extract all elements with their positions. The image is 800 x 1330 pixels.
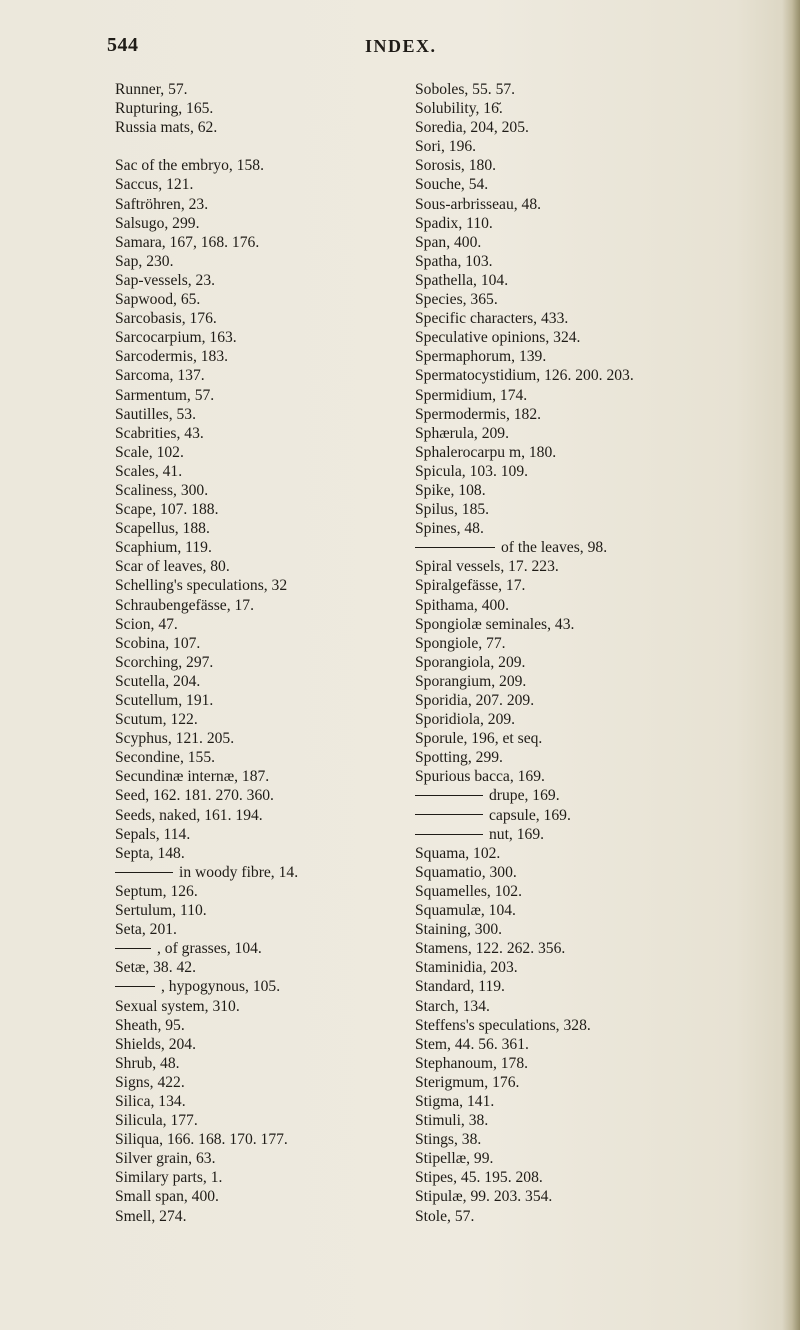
index-entry xyxy=(415,1168,795,1187)
index-entry xyxy=(415,1187,795,1206)
entry-text: Scapellus, 188. xyxy=(115,520,210,538)
entry-text: Species, 365. xyxy=(415,291,498,309)
entry-text: Scaliness, 300. xyxy=(115,481,209,499)
index-entry xyxy=(115,424,415,443)
entry-text: Schelling's speculations, 32 xyxy=(115,577,288,595)
entry-text: Scaphium, 119. xyxy=(115,539,212,557)
index-entry xyxy=(415,1207,795,1226)
ditto-dash xyxy=(115,872,173,873)
index-entry xyxy=(115,214,415,233)
index-entry xyxy=(415,1149,795,1168)
entry-text: Sporangiola, 209. xyxy=(415,653,526,671)
entry-text: Squamulæ, 104. xyxy=(415,902,516,920)
index-entry xyxy=(415,653,795,672)
index-entry xyxy=(115,806,415,825)
entry-text: Sap-vessels, 23. xyxy=(115,271,216,289)
entry-text: Sheath, 95. xyxy=(115,1016,185,1034)
index-entry xyxy=(115,290,415,309)
index-entry xyxy=(415,920,795,939)
index-entry xyxy=(115,366,415,385)
entry-text: Sarmentum, 57. xyxy=(115,386,215,404)
index-entry xyxy=(115,1130,415,1149)
entry-text: Runner, 57. xyxy=(115,81,188,98)
index-entry xyxy=(115,538,415,557)
entry-text: Siliqua, 166. 168. 170. 177. xyxy=(115,1131,288,1149)
entry-text: Shrub, 48. xyxy=(115,1054,180,1072)
index-entry xyxy=(115,710,415,729)
entry-text: , hypogynous, 105. xyxy=(161,978,281,996)
index-entry xyxy=(415,290,795,309)
index-entry xyxy=(115,825,415,844)
entry-text: Squama, 102. xyxy=(415,844,501,862)
entry-text: drupe, 169. xyxy=(489,787,560,805)
index-entry xyxy=(115,576,415,595)
entry-text: Scutum, 122. xyxy=(115,711,198,729)
entry-text: Spathella, 104. xyxy=(415,271,509,289)
entry-text: Sapwood, 65. xyxy=(115,291,201,309)
entry-text: Solubility, 16̆. xyxy=(415,100,503,118)
index-entry xyxy=(415,462,795,481)
index-entry xyxy=(115,519,415,538)
index-entry xyxy=(115,596,415,615)
index-entry xyxy=(415,386,795,405)
entry-text: Sporangium, 209. xyxy=(415,672,527,690)
index-entry xyxy=(415,596,795,615)
entry-text: Squamatio, 300. xyxy=(415,863,517,881)
index-entry xyxy=(115,1073,415,1092)
entry-text: Specific characters, 433. xyxy=(415,310,569,328)
index-entry xyxy=(115,1111,415,1130)
entry-text: Spike, 108. xyxy=(415,481,486,499)
entry-text: Spermatocystidium, 126. 200. 203. xyxy=(415,367,634,385)
entry-text: Scyphus, 121. 205. xyxy=(115,730,235,748)
entry-text: Stem, 44. 56. 361. xyxy=(415,1035,529,1053)
index-entry xyxy=(415,997,795,1016)
index-entry xyxy=(115,195,415,214)
index-column-left xyxy=(115,80,415,1226)
index-entry xyxy=(415,634,795,653)
index-entry xyxy=(115,920,415,939)
entry-text: Spotting, 299. xyxy=(415,749,503,767)
index-entry xyxy=(415,1016,795,1035)
entry-text: Sac of the embryo, 158. xyxy=(115,157,264,175)
entry-text: Spongiolæ seminales, 43. xyxy=(415,615,575,633)
index-entry xyxy=(115,233,415,252)
entry-text: Spithama, 400. xyxy=(415,596,509,614)
entry-text: Scutellum, 191. xyxy=(115,692,214,709)
entry-text: Scape, 107. 188. xyxy=(115,501,219,519)
index-entry xyxy=(415,118,795,137)
entry-text: Staminidia, 203. xyxy=(415,959,518,977)
index-entry xyxy=(415,347,795,366)
entry-text: Stamens, 122. 262. 356. xyxy=(415,940,566,958)
entry-text: Sertulum, 110. xyxy=(115,902,207,920)
entry-text: Seta, 201. xyxy=(115,921,177,939)
index-entry xyxy=(415,729,795,748)
entry-text: Sarcocarpium, 163. xyxy=(115,329,237,347)
ditto-dash xyxy=(415,814,483,815)
index-entry xyxy=(115,156,415,175)
entry-text: Sexual system, 310. xyxy=(115,997,240,1015)
entry-text: Stole, 57. xyxy=(415,1207,475,1225)
index-entry xyxy=(115,1207,415,1226)
index-entry xyxy=(415,844,795,863)
entry-text: Stipes, 45. 195. 208. xyxy=(415,1169,543,1187)
ditto-dash xyxy=(415,547,495,548)
entry-gap xyxy=(115,137,415,156)
ditto-dash xyxy=(415,795,483,796)
entry-text: Spiralgefässe, 17. xyxy=(415,577,526,595)
entry-text: Spilus, 185. xyxy=(415,501,490,519)
entry-text: nut, 169. xyxy=(489,825,545,843)
entry-text: Secundinæ internæ, 187. xyxy=(115,768,270,786)
index-entry xyxy=(415,175,795,194)
index-entry xyxy=(115,901,415,920)
index-column-right xyxy=(415,80,795,1226)
index-entry xyxy=(115,328,415,347)
index-entry xyxy=(415,977,795,996)
entry-text: Seeds, naked, 161. 194. xyxy=(115,806,263,824)
index-entry xyxy=(115,748,415,767)
entry-text: Sarcoma, 137. xyxy=(115,367,205,385)
entry-text: Sphalerocarpu m, 180. xyxy=(415,443,557,461)
entry-text: Septum, 126. xyxy=(115,882,198,900)
index-entry xyxy=(415,405,795,424)
entry-text: Silicula, 177. xyxy=(115,1112,198,1130)
index-entry xyxy=(115,882,415,901)
index-entry xyxy=(115,672,415,691)
index-entry xyxy=(415,80,795,99)
index-entry xyxy=(115,1016,415,1035)
entry-text: Sarcobasis, 176. xyxy=(115,310,217,328)
entry-text: Stipulæ, 99. 203. 354. xyxy=(415,1188,553,1206)
index-entry xyxy=(415,271,795,290)
index-entry xyxy=(415,863,795,882)
entry-text: Setæ, 38. 42. xyxy=(115,959,197,977)
index-entry xyxy=(415,519,795,538)
index-entry xyxy=(415,156,795,175)
entry-text: Schraubengefässe, 17. xyxy=(115,596,254,614)
entry-text: Scorching, 297. xyxy=(115,653,214,671)
index-entry xyxy=(415,99,795,118)
entry-text: Spiral vessels, 17. 223. xyxy=(415,558,559,576)
entry-text: of the leaves, 98. xyxy=(501,539,608,557)
index-entry xyxy=(415,1054,795,1073)
index-entry xyxy=(415,939,795,958)
index-entry xyxy=(415,137,795,156)
page-number: 544 xyxy=(107,34,139,56)
index-entry xyxy=(115,1054,415,1073)
ditto-dash xyxy=(415,834,483,835)
entry-text: Souche, 54. xyxy=(415,176,489,194)
entry-text: capsule, 169. xyxy=(489,806,571,824)
index-entry xyxy=(115,997,415,1016)
entry-text: Septa, 148. xyxy=(115,844,185,862)
entry-text: Sous-arbrisseau, 48. xyxy=(415,195,542,213)
entry-text: , of grasses, 104. xyxy=(157,940,262,958)
index-entry xyxy=(415,500,795,519)
index-entry xyxy=(415,195,795,214)
entry-text: Sphærula, 209. xyxy=(415,424,509,442)
entry-text: Stigma, 141. xyxy=(415,1092,495,1110)
entry-text: Sporule, 196, et seq. xyxy=(415,730,543,748)
entry-text: Scutella, 204. xyxy=(115,672,201,690)
index-entry xyxy=(115,462,415,481)
index-entry xyxy=(415,615,795,634)
entry-text: Rupturing, 165. xyxy=(115,100,214,118)
index-entry xyxy=(115,99,415,118)
index-subentry xyxy=(415,786,795,805)
index-entry xyxy=(115,729,415,748)
index-entry xyxy=(115,958,415,977)
index-entry xyxy=(415,748,795,767)
entry-text: Sap, 230. xyxy=(115,252,174,270)
entry-text: Scar of leaves, 80. xyxy=(115,558,230,576)
entry-text: Stings, 38. xyxy=(415,1131,482,1149)
entry-text: Standard, 119. xyxy=(415,978,505,996)
entry-text: Spines, 48. xyxy=(415,520,484,538)
index-entry xyxy=(415,882,795,901)
index-entry xyxy=(415,1073,795,1092)
entry-text: Squamelles, 102. xyxy=(415,882,522,900)
index-entry xyxy=(415,424,795,443)
entry-text: Soboles, 55. 57. xyxy=(415,81,516,98)
entry-text: Sterigmum, 176. xyxy=(415,1073,520,1091)
index-entry xyxy=(415,1111,795,1130)
entry-text: Samara, 167, 168. 176. xyxy=(115,233,260,251)
entry-text: Similary parts, 1. xyxy=(115,1169,223,1187)
index-entry xyxy=(415,1035,795,1054)
index-entry xyxy=(415,576,795,595)
entry-text: Small span, 400. xyxy=(115,1188,219,1206)
entry-text: Scobina, 107. xyxy=(115,634,201,652)
index-entry xyxy=(115,309,415,328)
entry-text: Span, 400. xyxy=(415,233,482,251)
entry-text: Silica, 134. xyxy=(115,1092,186,1110)
index-subentry xyxy=(115,863,415,882)
index-entry xyxy=(115,271,415,290)
index-entry xyxy=(115,347,415,366)
index-subentry xyxy=(415,538,795,557)
entry-text: Speculative opinions, 324. xyxy=(415,329,581,347)
entry-text: Saccus, 121. xyxy=(115,176,194,194)
entry-text: Sautilles, 53. xyxy=(115,405,196,423)
index-entry xyxy=(415,691,795,710)
index-entry xyxy=(115,1149,415,1168)
entry-text: Secondine, 155. xyxy=(115,749,216,767)
entry-text: Sporidiola, 209. xyxy=(415,711,516,729)
entry-text: Scabrities, 43. xyxy=(115,424,204,442)
running-title: INDEX. xyxy=(365,36,437,56)
entry-text: Saftröhren, 23. xyxy=(115,195,209,213)
entry-text: Sporidia, 207. 209. xyxy=(415,692,535,709)
entry-text: Stephanoum, 178. xyxy=(415,1054,529,1072)
entry-text: Scales, 41. xyxy=(115,462,183,480)
entry-text: Steffens's speculations, 328. xyxy=(415,1016,591,1034)
index-entry xyxy=(115,1035,415,1054)
entry-text: Stipellæ, 99. xyxy=(415,1150,494,1168)
entry-text: Seed, 162. 181. 270. 360. xyxy=(115,787,274,805)
index-entry xyxy=(415,901,795,920)
entry-text: Starch, 134. xyxy=(415,997,490,1015)
entry-text: Spermidium, 174. xyxy=(415,386,528,404)
entry-text: Spurious bacca, 169. xyxy=(415,768,545,786)
index-entry xyxy=(415,252,795,271)
index-entry xyxy=(115,500,415,519)
index-entry xyxy=(115,481,415,500)
entry-text: Scion, 47. xyxy=(115,615,178,633)
index-entry xyxy=(115,80,415,99)
index-entry xyxy=(415,328,795,347)
entry-text: Spatha, 103. xyxy=(415,252,493,270)
entry-text: Signs, 422. xyxy=(115,1073,185,1091)
entry-text: Salsugo, 299. xyxy=(115,214,200,232)
ditto-dash xyxy=(115,986,155,987)
index-entry xyxy=(115,691,415,710)
entry-text: Spermodermis, 182. xyxy=(415,405,542,423)
index-entry xyxy=(115,386,415,405)
entry-text: Scale, 102. xyxy=(115,443,184,461)
entry-text: Shields, 204. xyxy=(115,1035,197,1053)
index-entry xyxy=(115,443,415,462)
index-entry xyxy=(415,1092,795,1111)
index-entry xyxy=(115,844,415,863)
index-subentry xyxy=(415,825,795,844)
index-entry xyxy=(415,214,795,233)
index-entry xyxy=(415,1130,795,1149)
index-subentry xyxy=(115,939,415,958)
index-entry xyxy=(115,1092,415,1111)
ditto-dash xyxy=(115,948,151,949)
index-subentry xyxy=(415,806,795,825)
entry-text: Soredia, 204, 205. xyxy=(415,119,529,137)
entry-text: in woody fibre, 14. xyxy=(179,863,299,881)
entry-text: Russia mats, 62. xyxy=(115,119,218,137)
entry-text: Staining, 300. xyxy=(415,921,503,939)
entry-text: Stimuli, 38. xyxy=(415,1112,489,1130)
index-entry xyxy=(415,481,795,500)
entry-text: Sepals, 114. xyxy=(115,825,191,843)
index-entry xyxy=(415,443,795,462)
index-entry xyxy=(115,786,415,805)
index-subentry xyxy=(115,977,415,996)
index-entry xyxy=(115,653,415,672)
index-entry xyxy=(115,1187,415,1206)
index-entry xyxy=(415,672,795,691)
index-entry xyxy=(115,634,415,653)
page-header xyxy=(0,34,800,64)
index-entry xyxy=(415,767,795,786)
index-entry xyxy=(115,557,415,576)
entry-text: Spadix, 110. xyxy=(415,214,493,232)
index-entry xyxy=(115,175,415,194)
entry-text: Sorosis, 180. xyxy=(415,157,497,175)
entry-text: Smell, 274. xyxy=(115,1207,187,1225)
index-entry xyxy=(415,233,795,252)
index-entry xyxy=(415,309,795,328)
index-entry xyxy=(115,118,415,137)
index-entry xyxy=(415,557,795,576)
entry-text: Spicula, 103. 109. xyxy=(415,462,529,480)
index-entry xyxy=(415,710,795,729)
index-entry xyxy=(115,767,415,786)
index-entry xyxy=(115,1168,415,1187)
index-entry xyxy=(415,366,795,385)
entry-text: Spongiole, 77. xyxy=(415,634,506,652)
entry-text: Silver grain, 63. xyxy=(115,1150,216,1168)
entry-text: Sori, 196. xyxy=(415,138,477,156)
index-entry xyxy=(415,958,795,977)
entry-text: Spermaphorum, 139. xyxy=(415,348,547,366)
index-entry xyxy=(115,252,415,271)
index-entry xyxy=(115,615,415,634)
index-entry xyxy=(115,405,415,424)
entry-text: Sarcodermis, 183. xyxy=(115,348,229,366)
